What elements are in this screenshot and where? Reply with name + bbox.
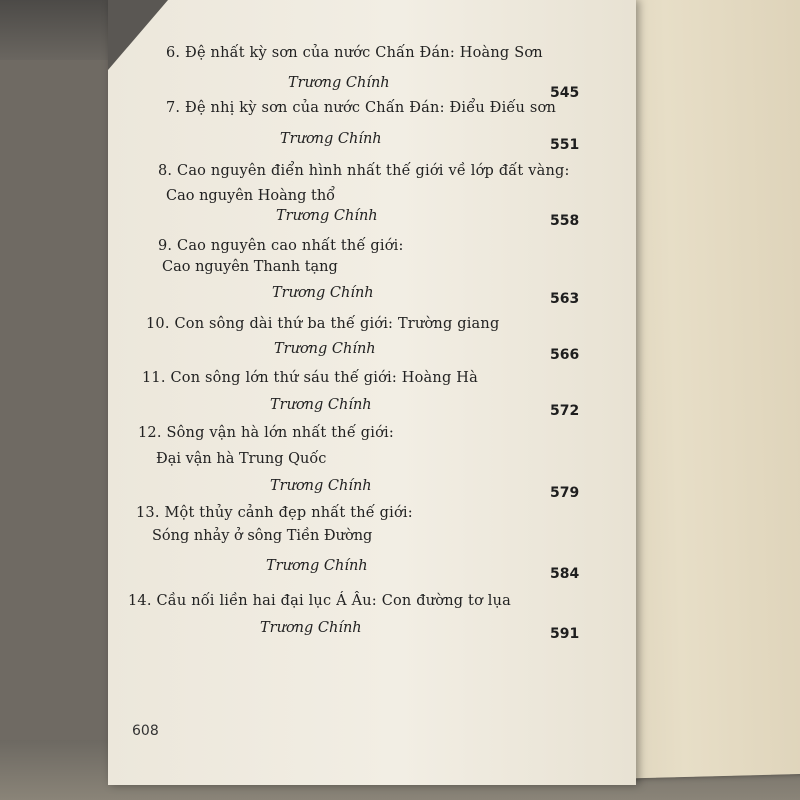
entry-page: 591 <box>550 626 580 642</box>
entry-title: 7. Đệ nhị kỳ sơn của nước Chấn Đán: Điểu Điếu sơn <box>166 100 556 116</box>
entry-author: Trương Chính <box>288 75 390 91</box>
entry-title-line2: Cao nguyên Thanh tạng <box>162 259 338 275</box>
page-number: 608 <box>132 723 159 739</box>
entry-page: 584 <box>550 566 580 582</box>
entry-page: 572 <box>550 403 580 419</box>
entry-author: Trương Chính <box>260 620 362 636</box>
entry-page: 566 <box>550 347 580 363</box>
entry-page: 563 <box>550 291 580 307</box>
entry-title: 9. Cao nguyên cao nhất thế giới: <box>158 238 404 254</box>
entry-page: 558 <box>550 213 580 229</box>
entry-title: 6. Đệ nhất kỳ sơn của nước Chấn Đán: Hoàng Sơn <box>166 45 543 61</box>
entry-page: 551 <box>550 137 580 153</box>
entry-title: 11. Con sông lớn thứ sáu thế giới: Hoàng Hà <box>142 370 478 386</box>
entry-page: 579 <box>550 485 580 501</box>
entry-author: Trương Chính <box>270 478 372 494</box>
entry-author: Trương Chính <box>272 285 374 301</box>
entry-title: 8. Cao nguyên điển hình nhất thế giới về lớp đất vàng: <box>158 163 570 179</box>
book-page <box>108 0 636 785</box>
entry-author: Trương Chính <box>280 131 382 147</box>
entry-author: Trương Chính <box>266 558 368 574</box>
entry-title-line2: Cao nguyên Hoàng thổ <box>166 188 336 204</box>
entry-author: Trương Chính <box>276 208 378 224</box>
entry-title: 14. Cầu nối liền hai đại lục Á Âu: Con đường tơ lụa <box>128 593 512 609</box>
entry-page: 545 <box>550 85 580 101</box>
entry-title-line2: Sóng nhảy ở sông Tiền Đường <box>152 528 373 544</box>
entry-title: 13. Một thủy cảnh đẹp nhất thế giới: <box>136 505 413 521</box>
page-corner-fold <box>108 0 168 70</box>
entry-author: Trương Chính <box>270 397 372 413</box>
entry-title: 10. Con sông dài thứ ba thế giới: Trường giang <box>146 316 500 332</box>
entry-title: 12. Sông vận hà lớn nhất thế giới: <box>138 425 394 441</box>
entry-title-line2: Đại vận hà Trung Quốc <box>156 451 327 467</box>
entry-author: Trương Chính <box>274 341 376 357</box>
